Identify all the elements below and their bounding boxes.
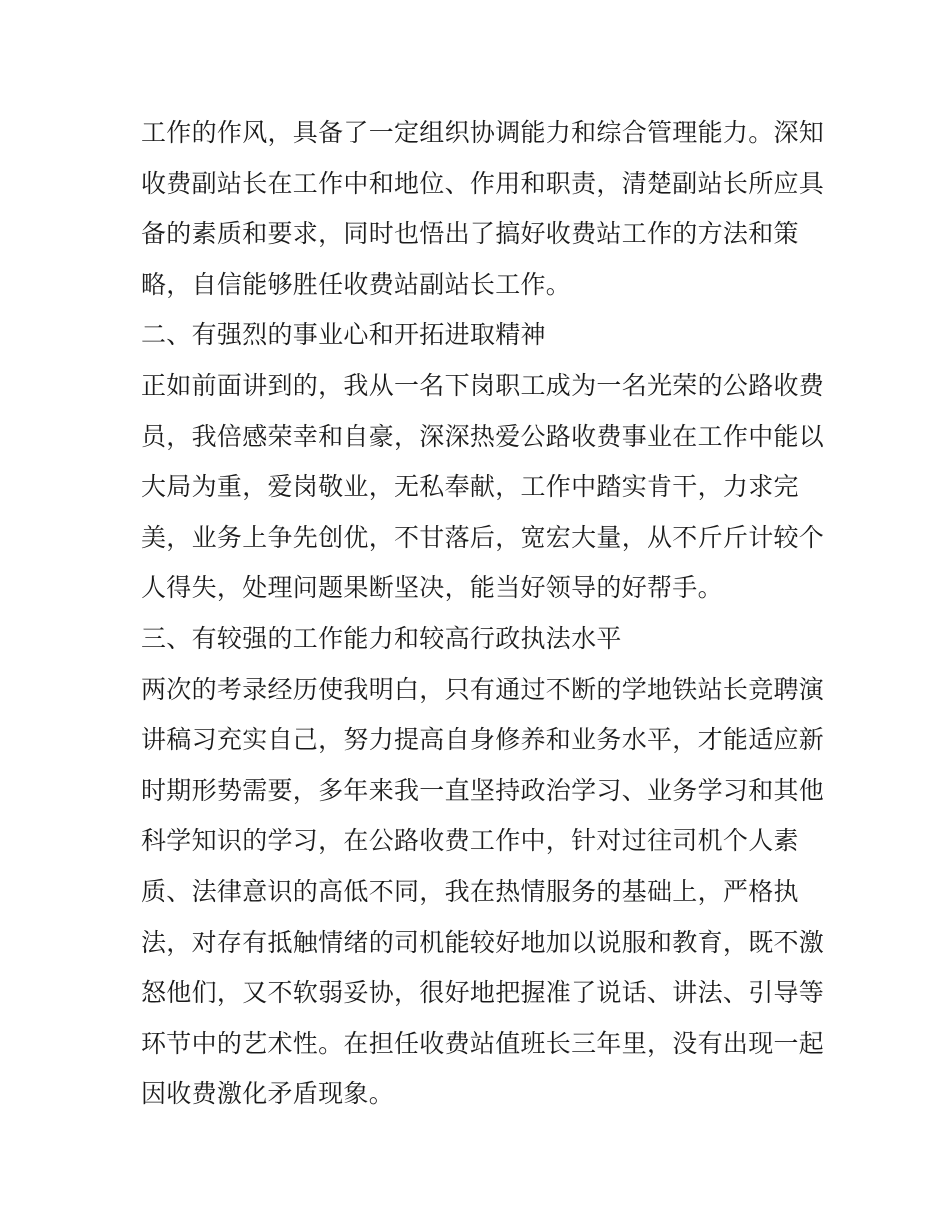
document-body	[141, 108, 825, 1120]
text-line: 员，我倍感荣幸和自豪，深深热爱公路收费事业在工作中能以	[141, 421, 825, 451]
text-line: 收费副站长在工作中和地位、作用和职责，清楚副站长所应具	[141, 168, 825, 198]
text-line: 美，业务上争先创优，不甘落后，宽宏大量，从不斤斤计较个	[141, 522, 825, 552]
section-heading-3: 三、有较强的工作能力和较高行政执法水平	[141, 623, 622, 653]
text-line: 怒他们，又不软弱妥协，很好地把握准了说话、讲法、引导等	[141, 978, 825, 1008]
text-line: 讲稿习充实自己，努力提高自身修养和业务水平，才能适应新	[141, 725, 825, 755]
text-line: 备的素质和要求，同时也悟出了搞好收费站工作的方法和策	[141, 219, 799, 249]
text-line: 工作的作风，具备了一定组织协调能力和综合管理能力。深知	[141, 118, 825, 147]
text-line: 时期形势需要，多年来我一直坚持政治学习、业务学习和其他	[141, 775, 825, 805]
text-line: 两次的考录经历使我明白，只有通过不断的学地铁站长竞聘演	[141, 674, 825, 704]
text-line: 正如前面讲到的，我从一名下岗职工成为一名光荣的公路收费	[141, 370, 825, 400]
text-line: 人得失，处理问题果断坚决，能当好领导的好帮手。	[141, 573, 723, 603]
text-line: 环节中的艺术性。在担任收费站值班长三年里，没有出现一起	[141, 1028, 825, 1058]
text-line: 略，自信能够胜任收费站副站长工作。	[141, 269, 572, 299]
text-line: 质、法律意识的高低不同，我在热情服务的基础上，严格执	[141, 876, 799, 906]
text-line: 大局为重，爱岗敬业，无私奉献，工作中踏实肯干，力求完	[141, 472, 799, 502]
text-line: 因收费激化矛盾现象。	[141, 1079, 395, 1109]
section-heading-2: 二、有强烈的事业心和开拓进取精神	[141, 320, 546, 350]
text-line: 法，对存有抵触情绪的司机能较好地加以说服和教育，既不激	[141, 927, 825, 957]
text-line: 科学知识的学习，在公路收费工作中，针对过往司机个人素	[141, 826, 799, 856]
